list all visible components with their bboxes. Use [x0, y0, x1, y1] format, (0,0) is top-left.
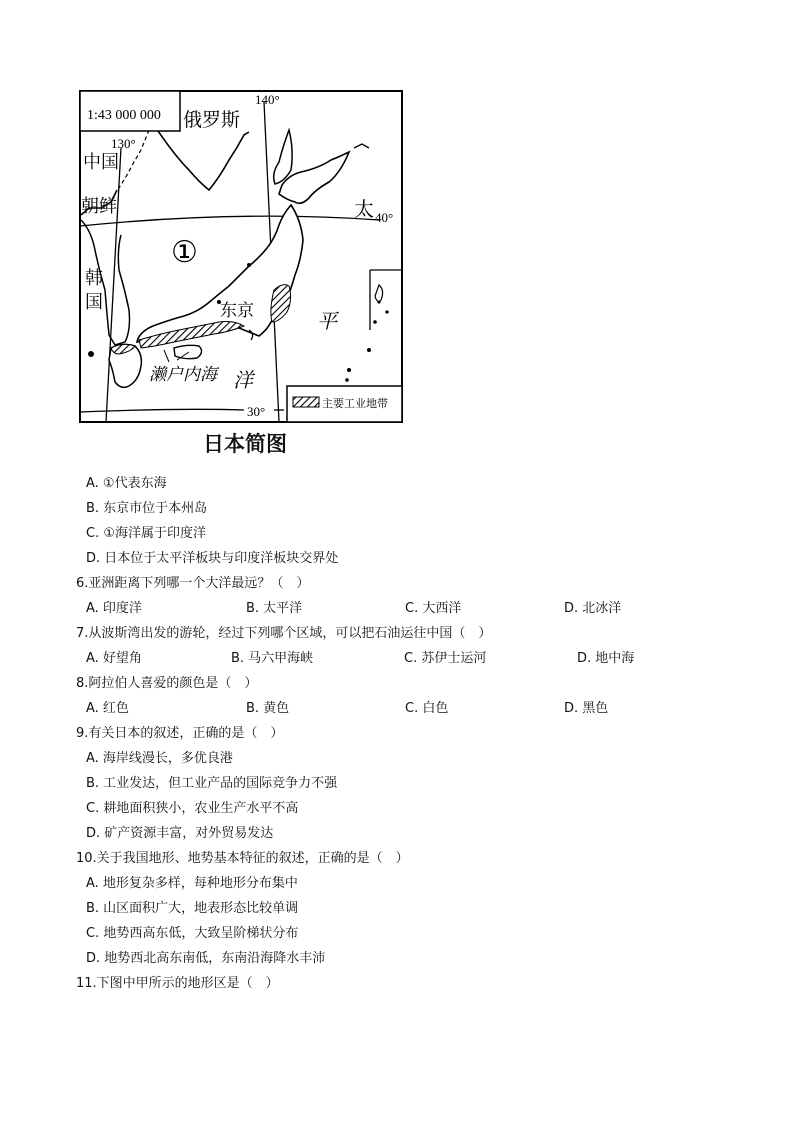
q7-option-a: A. 好望角	[86, 651, 142, 666]
q10-option-c: C. 地势西高东低，大致呈阶梯状分布	[86, 926, 299, 941]
q6-option-a: A. 印度洋	[86, 601, 142, 616]
q8-text: 8.阿拉伯人喜爱的颜色是（ ）	[76, 676, 258, 691]
q10-option-b: B. 山区面积广大，地表形态比较单调	[86, 901, 299, 916]
q8-option-d: D. 黑色	[564, 701, 609, 716]
label-yang: 洋	[233, 368, 253, 392]
q5-option-b: B. 东京市位于本州岛	[86, 501, 208, 516]
map-scale: 1:43 000 000	[87, 108, 161, 123]
label-sea-1: ①	[171, 235, 198, 270]
q11-text: 11.下图中甲所示的地形区是（ ）	[76, 976, 279, 991]
q10-text: 10.关于我国地形、地势基本特征的叙述，正确的是（ ）	[76, 851, 409, 866]
q7-option-c: C. 苏伊士运河	[404, 651, 487, 666]
legend-swatch	[293, 397, 319, 407]
grid-lon-130: 130°	[111, 136, 136, 151]
q7-option-d: D. 地中海	[577, 651, 635, 666]
q7-text: 7.从波斯湾出发的游轮，经过下列哪个区域，可以把石油运往中国（ ）	[76, 626, 492, 641]
label-korea-south-2: 国	[85, 292, 103, 313]
q6-option-b: B. 太平洋	[246, 601, 303, 616]
q6-option-d: D. 北冰洋	[564, 601, 622, 616]
q9-option-c: C. 耕地面积狭小，农业生产水平不高	[86, 801, 299, 816]
q9-option-a: A. 海岸线漫长，多优良港	[86, 751, 233, 766]
q5-option-a: A. ①代表东海	[86, 476, 167, 491]
label-russia: 俄罗斯	[183, 109, 241, 131]
q8-option-a: A. 红色	[86, 701, 129, 716]
japan-map	[79, 90, 403, 424]
label-china: 中国	[83, 152, 119, 173]
q6-option-c: C. 大西洋	[405, 601, 462, 616]
label-tai: 太	[354, 197, 374, 221]
q9-text: 9.有关日本的叙述，正确的是（ ）	[76, 726, 284, 741]
q10-option-a: A. 地形复杂多样，每种地形分布集中	[86, 876, 298, 891]
q8-option-b: B. 黄色	[246, 701, 290, 716]
grid-lat-30: 30°	[247, 404, 266, 419]
label-korea-south-1: 韩	[85, 268, 103, 289]
label-setonaikai: 濑户内海	[149, 365, 217, 385]
grid-lat-40: 40°	[375, 210, 394, 225]
q5-option-d: D. 日本位于太平洋板块与印度洋板块交界处	[86, 551, 339, 566]
q6-text: 6.亚洲距离下列哪一个大洋最远？（ ）	[76, 576, 310, 591]
q7-option-b: B. 马六甲海峡	[231, 651, 314, 666]
q9-option-b: B. 工业发达，但工业产品的国际竞争力不强	[86, 776, 338, 791]
label-korea-north: 朝鲜	[81, 196, 117, 217]
shikoku	[174, 345, 202, 358]
q8-option-c: C. 白色	[405, 701, 449, 716]
legend-label: 主要工业地带	[322, 397, 388, 410]
q5-option-c: C. ①海洋属于印度洋	[86, 526, 206, 541]
q9-option-d: D. 矿产资源丰富，对外贸易发达	[86, 826, 274, 841]
label-tokyo: 东京	[220, 301, 254, 321]
label-ping: 平	[317, 309, 337, 333]
grid-lon-140: 140°	[255, 92, 280, 107]
map-caption: 日本简图	[203, 432, 287, 456]
q10-option-d: D. 地势西北高东南低，东南沿海降水丰沛	[86, 951, 326, 966]
